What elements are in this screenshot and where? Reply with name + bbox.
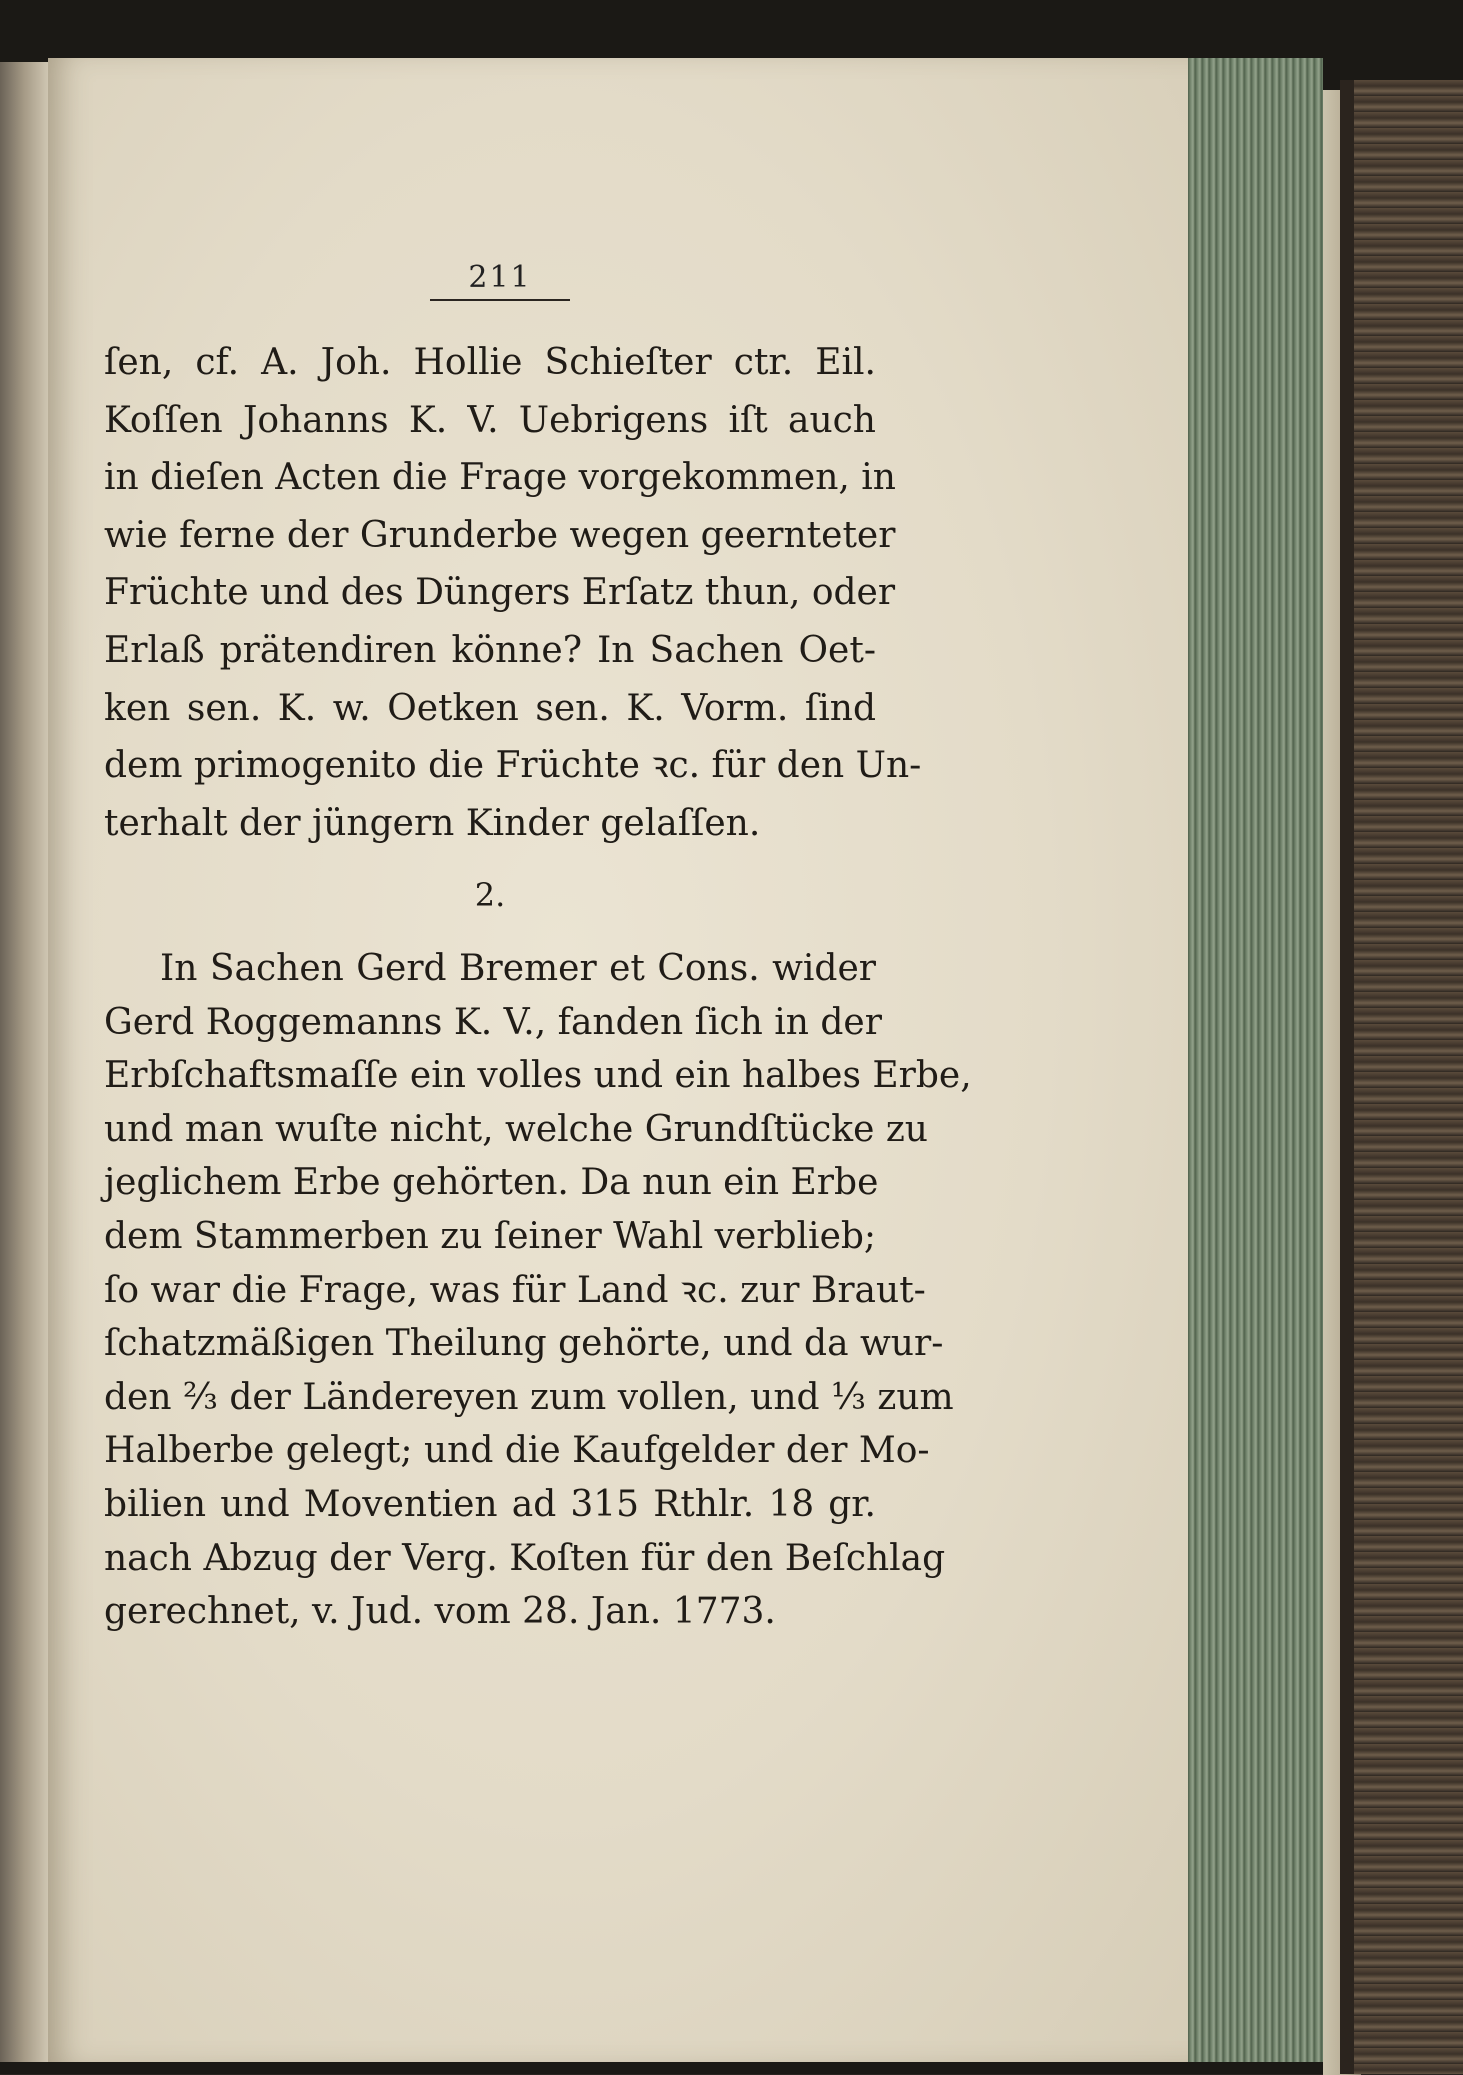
text-line: terhalt der jüngern Kinder gelaſſen.	[104, 802, 761, 844]
text-line: jeglichem Erbe gehörten. Da nun ein Erbe	[104, 1162, 879, 1204]
book-cover-board	[1340, 80, 1463, 2074]
section-number: 2.	[474, 876, 506, 914]
page-edges	[1188, 58, 1323, 2062]
head-rule	[430, 299, 570, 301]
text-line: Früchte und des Düngers Erſatz thun, oder	[104, 572, 896, 614]
paragraph-1	[104, 334, 922, 852]
text-line: wie ferne der Grunderbe wegen geernteter	[104, 514, 896, 556]
text-line: den ⅔ der Ländereyen zum vollen, und ⅓ zum	[104, 1376, 954, 1418]
text-line: nach Abzug der Verg. Koſten für den Beſchlag	[104, 1537, 946, 1579]
cover-edge	[1340, 80, 1354, 2074]
text-line: ken sen. K. w. Oetken sen. K. Vorm. ſind	[104, 687, 876, 729]
text-line: bilien und Moventien ad 315 Rthlr. 18 gr.	[104, 1483, 876, 1525]
text-line: ſen, cf. A. Joh. Hollie Schieſter ctr. Eil.	[104, 342, 876, 383]
text-line: Koſſen Johanns K. V. Uebrigens iſt auch	[104, 399, 876, 441]
page-number: 211	[468, 260, 532, 295]
text-line: ſo war die Frage, was für Land ꝛc. zur Braut-	[104, 1269, 926, 1311]
text-line: in dieſen Acten die Frage vorgekommen, in	[104, 457, 896, 499]
text-line: ſchatzmäßigen Theilung gehörte, und da wur-	[104, 1323, 944, 1365]
text-line: dem primogenito die Früchte ꝛc. für den Un-	[104, 745, 922, 787]
text-line: gerechnet, v. Jud. vom 28. Jan. 1773.	[104, 1591, 776, 1633]
text-line: und man wuſte nicht, welche Grundſtücke zu	[104, 1108, 928, 1150]
text-line: Gerd Roggemanns K. V., fanden ſich in der	[104, 1001, 882, 1043]
text-line: dem Stammerben zu ſeiner Wahl verblieb;	[104, 1215, 877, 1257]
running-head	[430, 260, 570, 301]
previous-page-edge	[0, 62, 48, 2062]
text-line: In Sachen Gerd Bremer et Cons. wider	[160, 948, 876, 989]
text-line: Halberbe gelegt; und die Kaufgelder der Mo-	[104, 1430, 930, 1472]
text-line: Erbſchaftsmaſſe ein volles und ein halbes Erbe,	[104, 1055, 972, 1097]
paragraph-2	[104, 942, 972, 1639]
text-line: Erlaß prätendiren könne? In Sachen Oet-	[104, 629, 876, 671]
